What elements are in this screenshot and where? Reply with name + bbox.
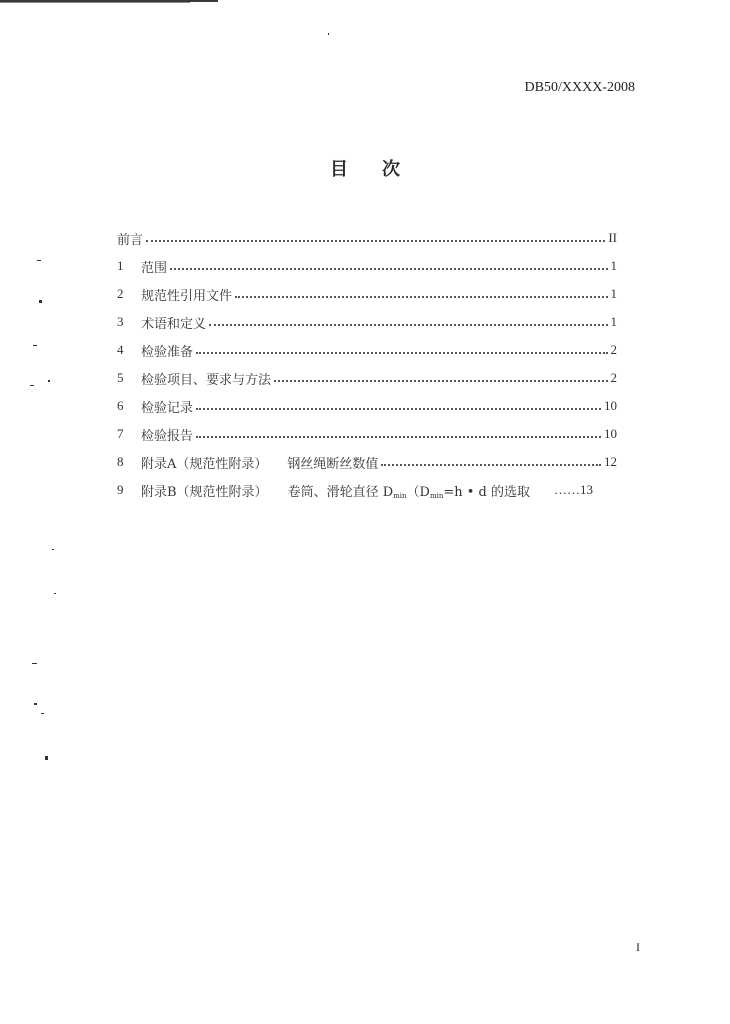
subscript-min: min xyxy=(429,491,444,500)
toc-entry-number: 6 xyxy=(117,398,124,413)
scan-speck xyxy=(54,593,56,594)
page-number: I xyxy=(636,940,640,954)
toc-entry-page: 13 xyxy=(580,482,593,497)
toc-entry-9[interactable] xyxy=(117,476,617,504)
toc-entry-foreword[interactable] xyxy=(117,224,617,252)
subtitle-text: （D xyxy=(406,484,430,500)
toc-entry-5[interactable] xyxy=(117,364,617,392)
toc-entry-8[interactable] xyxy=(117,448,617,476)
document-code: DB50/XXXX-2008 xyxy=(524,80,635,95)
toc-entry-number: 3 xyxy=(117,314,124,329)
scan-speck xyxy=(30,385,34,386)
scan-speck xyxy=(33,345,37,346)
toc-entry-label: 范围 xyxy=(141,260,168,276)
toc-entry-subtitle: 钢丝绳断丝数值 xyxy=(287,456,379,472)
table-of-contents xyxy=(117,224,617,504)
dot-leader xyxy=(170,268,607,270)
toc-entry-number: 4 xyxy=(117,342,124,357)
scan-speck xyxy=(328,33,329,35)
toc-entry-page: II xyxy=(608,230,617,245)
toc-entry-label: 附录A（规范性附录） xyxy=(141,456,268,472)
toc-entry-7[interactable] xyxy=(117,420,617,448)
scan-speck xyxy=(48,380,50,382)
toc-entry-1[interactable] xyxy=(117,252,617,280)
toc-entry-page: 1 xyxy=(610,286,617,301)
scan-speck xyxy=(52,549,54,550)
dot-leader xyxy=(235,296,607,298)
toc-entry-page: 1 xyxy=(610,258,617,273)
toc-entry-label: 术语和定义 xyxy=(141,316,207,332)
toc-entry-number: 9 xyxy=(117,482,124,497)
dot-leader xyxy=(196,408,601,410)
toc-entry-number: 5 xyxy=(117,370,124,385)
toc-entry-page: 1 xyxy=(610,314,617,329)
toc-entry-number: 8 xyxy=(117,454,124,469)
dot-leader xyxy=(146,240,605,242)
toc-entry-2[interactable] xyxy=(117,280,617,308)
toc-entry-3[interactable] xyxy=(117,308,617,336)
scan-speck xyxy=(37,260,41,261)
toc-entry-page: 10 xyxy=(604,398,617,413)
subscript-min: min xyxy=(393,491,407,500)
scan-speck xyxy=(32,663,37,664)
scan-speck xyxy=(34,703,37,705)
toc-entry-page: 2 xyxy=(610,370,617,385)
toc-entry-label: 规范性引用文件 xyxy=(141,288,233,304)
dot-leader xyxy=(196,436,601,438)
dot-leader xyxy=(274,380,607,382)
toc-entry-page: 10 xyxy=(604,426,617,441)
subtitle-text: 卷筒、滑轮直径 D xyxy=(287,484,394,500)
toc-entry-6[interactable] xyxy=(117,392,617,420)
dot-leader xyxy=(381,464,601,466)
toc-entry-label: 检验报告 xyxy=(141,428,194,444)
dot-leader xyxy=(196,352,607,354)
scan-speck xyxy=(39,300,42,303)
scan-speck xyxy=(45,756,48,760)
toc-entry-4[interactable] xyxy=(117,336,617,364)
toc-entry-number: 2 xyxy=(117,286,124,301)
scan-edge-line-shadow xyxy=(0,2,190,3)
scan-speck xyxy=(41,713,44,714)
toc-entry-label: 附录B（规范性附录） xyxy=(141,484,268,500)
toc-entry-page: 12 xyxy=(604,454,617,469)
toc-entry-page: 2 xyxy=(610,342,617,357)
toc-title: 目次 xyxy=(330,159,434,180)
toc-entry-number: 7 xyxy=(117,426,124,441)
toc-entry-number: 1 xyxy=(117,258,124,273)
toc-entry-label: 检验准备 xyxy=(141,344,194,360)
toc-entry-label: 前言 xyxy=(117,232,144,248)
dot-leader-short: …… xyxy=(554,482,580,497)
toc-entry-subtitle xyxy=(288,481,530,500)
toc-entry-label: 检验项目、要求与方法 xyxy=(141,372,272,388)
subtitle-text: =h • d 的选取 xyxy=(443,484,530,500)
toc-entry-label: 检验记录 xyxy=(141,400,194,416)
dot-leader xyxy=(209,324,607,326)
